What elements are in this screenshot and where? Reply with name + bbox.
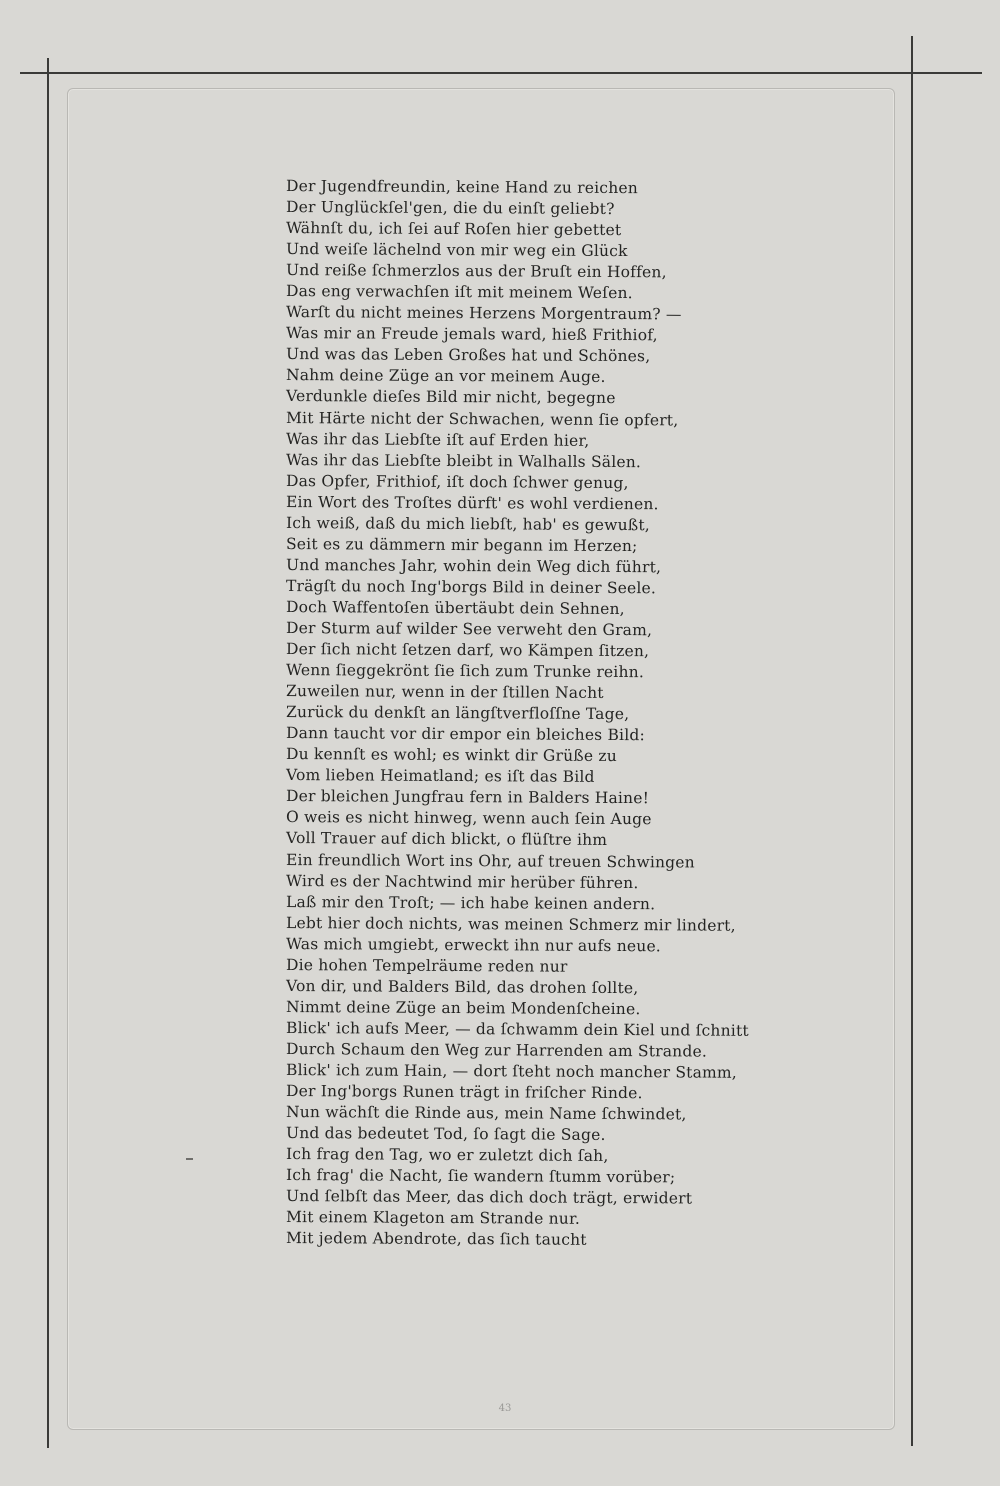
poem-line: Blick' ich aufs Meer, — da ſchwamm dein Kiel und ſchnitt bbox=[285, 1018, 749, 1040]
poem-line: Voll Trauer auf dich blickt, o flüſtre ihm bbox=[285, 829, 608, 850]
poem-line: Warſt du nicht meines Herzens Morgentraum? — bbox=[285, 303, 682, 324]
poem-line: Blick' ich zum Hain, — dort ſteht noch mancher Stamm, bbox=[285, 1060, 738, 1082]
poem-line: Trägſt du noch Ing'borgs Bild in deiner Seele. bbox=[285, 576, 657, 598]
poem-line: Und weiſe lächelnd von mir weg ein Glück bbox=[285, 240, 628, 261]
poem-line: Der Ing'borgs Runen trägt in friſcher Rinde. bbox=[285, 1082, 643, 1103]
poem-line: Lebt hier doch nichts, was meinen Schmerz mir lindert, bbox=[285, 913, 736, 935]
page-number: 43 bbox=[498, 1403, 512, 1414]
poem-line: Mit einem Klageton am Strande nur. bbox=[285, 1208, 581, 1229]
poem-line: Und manches Jahr, wohin dein Weg dich führt, bbox=[285, 555, 662, 577]
poem-line: Der ſich nicht ſetzen darf, wo Kämpen ſitzen, bbox=[285, 640, 650, 661]
poem-line: Dann taucht vor dir empor ein bleiches Bild: bbox=[285, 724, 646, 745]
poem-line: Ich weiß, daß du mich liebſt, hab' es gewußt, bbox=[285, 513, 650, 534]
poem-line: Nimmt deine Züge an beim Mondenſcheine. bbox=[285, 997, 641, 1018]
poem-line: Der Unglückſel'gen, die du einſt geliebt? bbox=[285, 198, 615, 219]
poem-line: Laß mir den Troſt; — ich habe keinen andern. bbox=[285, 892, 656, 913]
poem-line: Nun wächſt die Rinde aus, mein Name ſchwindet, bbox=[285, 1103, 687, 1124]
poem-line: Zuweilen nur, wenn in der ſtillen Nacht bbox=[285, 682, 604, 703]
poem-line: Ich frag den Tag, wo er zuletzt dich ſah, bbox=[285, 1145, 609, 1166]
top-rule bbox=[20, 72, 982, 74]
poem-line: Der bleichen Jungfrau fern in Balders Haine! bbox=[285, 787, 650, 808]
poem-line: Der Jugendfreundin, keine Hand zu reichen bbox=[285, 177, 639, 198]
poem-line: Seit es zu dämmern mir begann im Herzen; bbox=[285, 534, 638, 555]
poem-line: Mit jedem Abendrote, das ſich taucht bbox=[285, 1229, 587, 1250]
poem-line: Was ihr das Liebſte bleibt in Walhalls Sälen. bbox=[285, 450, 642, 471]
poem-line: Ich frag' die Nacht, ſie wandern ſtumm vorüber; bbox=[285, 1166, 676, 1187]
poem-line: O weis es nicht hinweg, wenn auch ſein Auge bbox=[285, 808, 652, 829]
poem-line: Ein Wort des Troſtes dürft' es wohl verdienen. bbox=[285, 492, 659, 513]
poem-line: Und das bedeutet Tod, ſo ſagt die Sage. bbox=[285, 1124, 606, 1145]
poem-line: Nahm deine Züge an vor meinem Auge. bbox=[285, 366, 606, 387]
poem-text bbox=[286, 176, 786, 1249]
poem-line: Die hohen Tempelräume reden nur bbox=[285, 955, 568, 976]
poem-line: Du kennſt es wohl; es winkt dir Grüße zu bbox=[285, 745, 617, 766]
margin-mark bbox=[186, 1158, 193, 1160]
poem-line: Was mir an Freude jemals ward, hieß Frithiof, bbox=[285, 324, 658, 345]
poem-line: Das Opfer, Frithiof, iſt doch ſchwer genug, bbox=[285, 471, 629, 492]
poem-line: Wird es der Nachtwind mir herüber führen. bbox=[285, 871, 639, 892]
poem-line: Und reiße ſchmerzlos aus der Bruſt ein Hoffen, bbox=[285, 261, 667, 282]
poem-line: Doch Waffentoſen übertäubt dein Sehnen, bbox=[285, 597, 625, 619]
poem-line: Und ſelbſt das Meer, das dich doch trägt, erwidert bbox=[285, 1187, 693, 1208]
poem-line: Zurück du denkſt an längſtverfloſſne Tage, bbox=[285, 703, 630, 724]
poem-line: Was mich umgiebt, erweckt ihn nur aufs neue. bbox=[285, 934, 662, 955]
poem-line: Wähnſt du, ich ſei auf Roſen hier gebettet bbox=[285, 219, 622, 240]
poem-line: Der Sturm auf wilder See verweht den Gram, bbox=[285, 618, 653, 640]
poem-line: Vom lieben Heimatland; es iſt das Bild bbox=[285, 766, 595, 787]
poem-line: Was ihr das Liebſte iſt auf Erden hier, bbox=[285, 429, 590, 450]
right-rule bbox=[911, 36, 913, 1446]
poem-line: Von dir, und Balders Bild, das drohen ſollte, bbox=[285, 976, 639, 997]
poem-line: Und was das Leben Großes hat und Schönes, bbox=[285, 345, 651, 366]
poem-line: Mit Härte nicht der Schwachen, wenn ſie opfert, bbox=[285, 408, 679, 429]
poem-line: Das eng verwachſen iſt mit meinem Weſen. bbox=[285, 282, 633, 303]
poem-line: Wenn ſieggekrönt ſie ſich zum Trunke reihn. bbox=[285, 661, 645, 682]
left-rule bbox=[47, 58, 49, 1448]
poem-line: Verdunkle dieſes Bild mir nicht, begegne bbox=[285, 387, 616, 408]
poem-line: Durch Schaum den Weg zur Harrenden am Strande. bbox=[285, 1039, 708, 1061]
poem-line: Ein freundlich Wort ins Ohr, auf treuen Schwingen bbox=[285, 850, 695, 871]
